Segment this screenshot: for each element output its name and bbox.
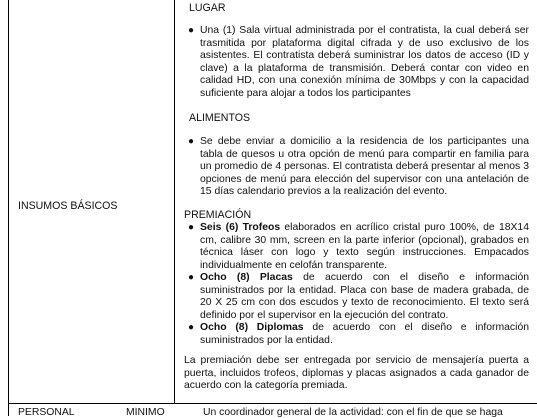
next-row-label-b: MÍNIMO	[126, 407, 165, 418]
item-bold: Ocho (8) Placas	[200, 272, 293, 283]
bullet-icon: ●	[188, 136, 195, 147]
item-bold: Ocho (8) Diplomas	[200, 322, 304, 333]
item-bold: Seis (6) Trofeos	[200, 222, 281, 233]
list-item: ● Ocho (8) Placas de acuerdo con el diseño e información suministrados por la entidad. Placa con base de madera grabada, de 20 X 25 cm con dos escudos y texto de reconocimiento. El texto será definido por el supervisor en la ejecución del contrato.	[188, 272, 530, 321]
bullet-icon: ●	[188, 25, 195, 36]
next-row-content: Un coordinador general de la actividad: con el fin de que se haga	[203, 407, 503, 418]
list-item: ● Se debe enviar a domicilio a la residencia de los participantes una tabla de quesos u otra opción de menú para compartir en familia para un promedio de 4 personas. El contratista deberá presentar al menos 3 opciones de menú para elección del supervisor con una antelación de 15 días calendario previos a la realización del evento.	[188, 136, 529, 197]
row-divider	[9, 403, 537, 404]
lugar-list	[184, 25, 529, 100]
requirements-table	[8, 0, 537, 416]
premiacion-list	[184, 222, 529, 347]
column-divider	[174, 0, 175, 404]
list-item: ● Ocho (8) Diplomas de acuerdo con el diseño e información suministrados por la entidad.	[188, 322, 529, 346]
next-row-label-a: PERSONAL	[18, 407, 75, 418]
lugar-heading: LUGAR	[189, 2, 226, 14]
list-item: ● Una (1) Sala virtual administrada por el contratista, la cual deberá ser trasmitida por plataforma digital cifrada y de uso exclusivo de los asistentes. El contratista deberá suministrar los datos de acceso (ID y clave) a la plataforma de transmisión. Deberá contar con video en calidad HD, con una conexión mínima de 30Mbps y con la capacidad suficiente para alojar a todos los participantes	[188, 25, 529, 99]
bullet-icon: ●	[188, 322, 195, 333]
row-label: INSUMOS BÁSICOS	[18, 200, 118, 212]
alimentos-list	[184, 136, 529, 199]
list-item: ● Seis (6) Trofeos elaborados en acrílico cristal puro 100%, de 18X14 cm, calibre 30 mm, screen en la parte inferior (opcional), grabados en técnica láser con logo y texto según instrucciones. Empacados individualmente en celofán transparente.	[188, 222, 529, 271]
bullet-icon: ●	[188, 222, 195, 233]
alimentos-heading: ALIMENTOS	[189, 112, 251, 124]
premiacion-heading: PREMIACIÓN	[184, 209, 252, 221]
bullet-icon: ●	[188, 272, 195, 283]
premiacion-closing: La premiación debe ser entregada por servicio de mensajería puerta a puerta, incluidos trofeos, diplomas y placas asignados a cada ganador de acuerdo con la categoría premiada.	[184, 355, 529, 391]
